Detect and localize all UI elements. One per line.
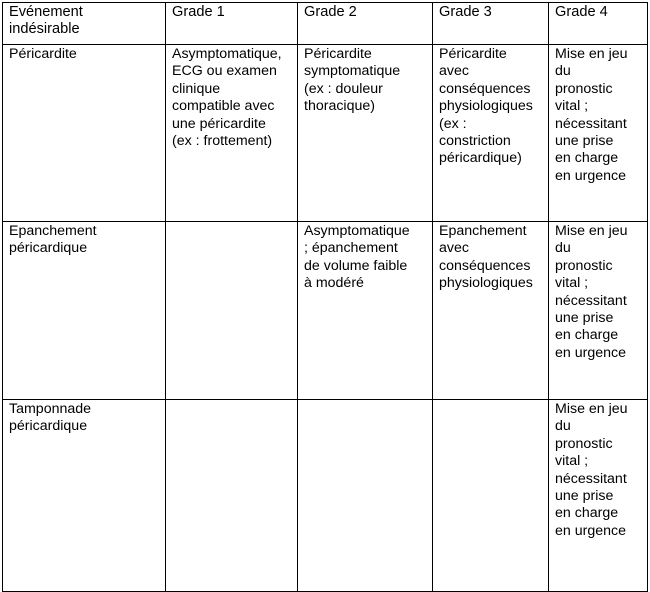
grade-3-cell <box>433 400 549 592</box>
table-header-row <box>3 3 648 45</box>
grade-4-cell: Mise en jeu du pronostic vital ; nécessitant une prise en charge en urgence <box>549 222 648 400</box>
grade-1-cell <box>166 400 298 592</box>
adverse-event-grading-table <box>2 2 648 592</box>
grade-4-cell: Mise en jeu du pronostic vital ; nécessitant une prise en charge en urgence <box>549 45 648 222</box>
header-grade-1: Grade 1 <box>166 3 298 45</box>
event-cell: Tamponnade péricardique <box>3 400 166 592</box>
event-cell: Péricardite <box>3 45 166 222</box>
table-row <box>3 222 648 400</box>
grade-2-cell <box>298 400 433 592</box>
header-grade-3: Grade 3 <box>433 3 549 45</box>
grade-1-cell: Asymptomatique, ECG ou examen clinique compatible avec une péricardite (ex : frottement) <box>166 45 298 222</box>
grade-3-cell: Péricardite avec conséquences physiologiques (ex : constriction péricardique) <box>433 45 549 222</box>
header-event: Evénement indésirable <box>3 3 166 45</box>
grade-1-cell <box>166 222 298 400</box>
header-grade-4: Grade 4 <box>549 3 648 45</box>
event-cell: Epanchement péricardique <box>3 222 166 400</box>
table-row <box>3 45 648 222</box>
grade-2-cell: Péricardite symptomatique (ex : douleur thoracique) <box>298 45 433 222</box>
grade-2-cell: Asymptomatique ; épanchement de volume faible à modéré <box>298 222 433 400</box>
table-row <box>3 400 648 592</box>
grade-4-cell: Mise en jeu du pronostic vital ; nécessitant une prise en charge en urgence <box>549 400 648 592</box>
grade-3-cell: Epanchement avec conséquences physiologiques <box>433 222 549 400</box>
header-grade-2: Grade 2 <box>298 3 433 45</box>
